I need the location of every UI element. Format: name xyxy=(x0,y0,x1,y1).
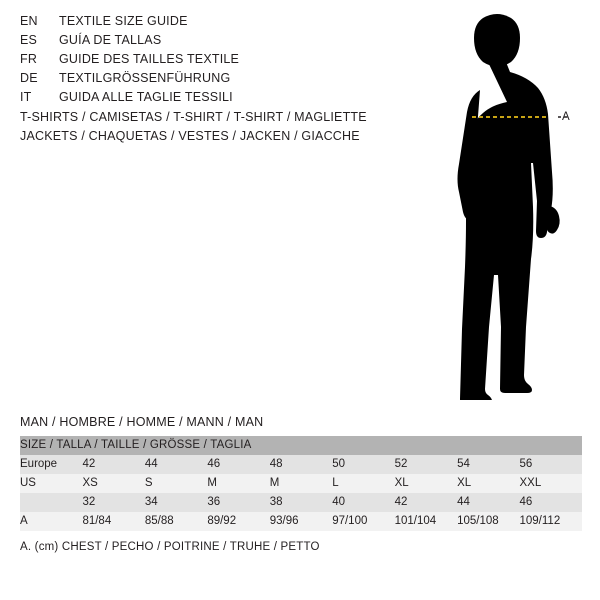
cell: 109/112 xyxy=(520,512,583,531)
table-group-title: MAN / HOMBRE / HOMME / MANN / MAN xyxy=(20,415,264,429)
language-text: TEXTILE SIZE GUIDE xyxy=(59,14,188,28)
cell: 32 xyxy=(82,493,144,512)
size-table xyxy=(20,436,582,531)
category-tshirts: T-SHIRTS / CAMISETAS / T-SHIRT / T-SHIRT / MAGLIETTE xyxy=(20,110,367,124)
language-text: TEXTILGRÖSSENFÜHRUNG xyxy=(59,71,231,85)
language-list xyxy=(20,14,400,109)
cell: 50 xyxy=(332,455,394,474)
language-row xyxy=(20,33,400,52)
table-row xyxy=(20,512,582,531)
category-jackets: JACKETS / CHAQUETAS / VESTES / JACKEN / GIACCHE xyxy=(20,129,360,143)
cell: XL xyxy=(457,474,519,493)
cell: 36 xyxy=(207,493,269,512)
body-figure xyxy=(410,10,600,400)
cell: 81/84 xyxy=(82,512,144,531)
cell: XS xyxy=(82,474,144,493)
cell: 46 xyxy=(520,493,583,512)
cell: 44 xyxy=(145,455,207,474)
cell: 48 xyxy=(270,455,332,474)
chest-measure-label: A xyxy=(562,111,571,123)
language-row xyxy=(20,90,400,109)
table-row xyxy=(20,474,582,493)
language-row xyxy=(20,52,400,71)
row-label: US xyxy=(20,474,82,493)
table-header-label: SIZE / TALLA / TAILLE / GRÖSSE / TAGLIA xyxy=(20,436,582,455)
table-row xyxy=(20,493,582,512)
cell: 93/96 xyxy=(270,512,332,531)
category-list xyxy=(20,110,420,148)
cell: L xyxy=(332,474,394,493)
language-text: GUIDA ALLE TAGLIE TESSILI xyxy=(59,90,233,104)
cell: M xyxy=(270,474,332,493)
language-code: ES xyxy=(20,33,38,47)
cell: XXL xyxy=(520,474,583,493)
cell: 34 xyxy=(145,493,207,512)
cell: 54 xyxy=(457,455,519,474)
cell: S xyxy=(145,474,207,493)
cell: XL xyxy=(395,474,457,493)
table-row xyxy=(20,455,582,474)
table-header-row xyxy=(20,436,582,455)
language-text: GUIDE DES TAILLES TEXTILE xyxy=(59,52,240,66)
cell: 52 xyxy=(395,455,457,474)
cell: 85/88 xyxy=(145,512,207,531)
cell: 97/100 xyxy=(332,512,394,531)
language-code: IT xyxy=(20,90,32,104)
cell: 101/104 xyxy=(395,512,457,531)
language-code: FR xyxy=(20,52,38,66)
language-row xyxy=(20,14,400,33)
language-row xyxy=(20,71,400,90)
man-silhouette-icon xyxy=(410,10,600,400)
language-code: EN xyxy=(20,14,38,28)
language-text: GUÍA DE TALLAS xyxy=(59,33,162,47)
row-label: A xyxy=(20,512,82,531)
cell: M xyxy=(207,474,269,493)
cell: 40 xyxy=(332,493,394,512)
cell: 56 xyxy=(520,455,583,474)
cell: 46 xyxy=(207,455,269,474)
row-label xyxy=(20,493,82,512)
cell: 44 xyxy=(457,493,519,512)
size-table-section xyxy=(20,415,582,553)
cell: 42 xyxy=(82,455,144,474)
cell: 38 xyxy=(270,493,332,512)
table-footnote: A. (cm) CHEST / PECHO / POITRINE / TRUHE / PETTO xyxy=(20,541,320,553)
language-code: DE xyxy=(20,71,38,85)
cell: 42 xyxy=(395,493,457,512)
cell: 89/92 xyxy=(207,512,269,531)
cell: 105/108 xyxy=(457,512,519,531)
row-label: Europe xyxy=(20,455,82,474)
